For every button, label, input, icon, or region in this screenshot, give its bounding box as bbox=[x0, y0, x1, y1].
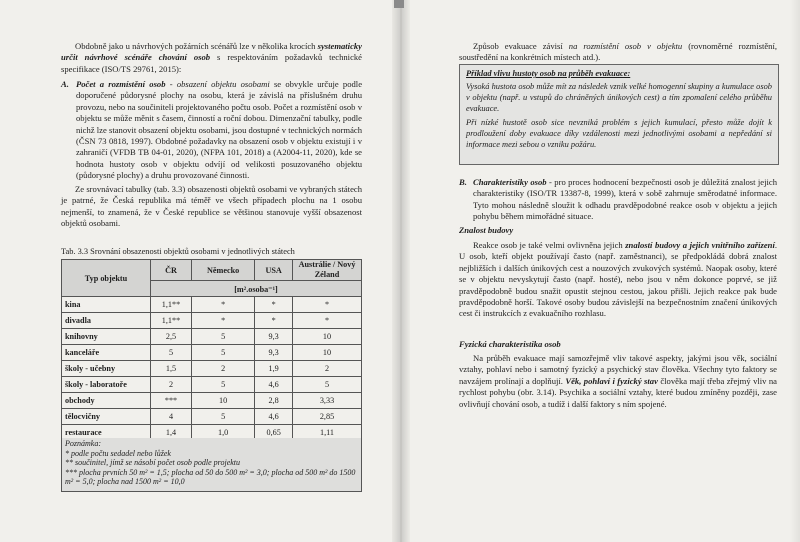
item-a-paragraph bbox=[76, 79, 362, 182]
table-cell: 0,65 bbox=[255, 425, 293, 441]
example-box-title: Příklad vlivu hustoty osob na průběh evakuace: bbox=[466, 69, 631, 78]
table-row-label: tělocvičny bbox=[62, 409, 151, 425]
table-row bbox=[62, 329, 362, 345]
table-row bbox=[62, 361, 362, 377]
table-cell: *** bbox=[151, 393, 192, 409]
table-cell: 5 bbox=[191, 409, 254, 425]
table-row-label: obchody bbox=[62, 393, 151, 409]
intro-text-end: s respektováním požadavků technické specifikace (ISO/TS 29761, 2015): bbox=[61, 52, 362, 74]
table-row bbox=[62, 377, 362, 393]
heading-physical: Fyzická charakteristika osob bbox=[459, 339, 561, 349]
table-cell: 3,33 bbox=[293, 393, 362, 409]
table-cell: 1,0 bbox=[191, 425, 254, 441]
item-b-body: - pro proces hodnocení bezpečnosti osob je důležitá znalost jejich charakteristiky (ISO/TR 13387-8, 1999), která v sobě zahrnuje směrodatné informace. Tyto mohou následně sloužit k odhadu pravděpodobné reakce osob v objektu a jejich pohybu během mimořádné situace. bbox=[473, 177, 777, 222]
table-row bbox=[62, 393, 362, 409]
left-page bbox=[0, 0, 392, 542]
table-cell: 2 bbox=[151, 377, 192, 393]
table-cell: 2,5 bbox=[151, 329, 192, 345]
table-cell: 5 bbox=[191, 345, 254, 361]
table-cell: 10 bbox=[293, 345, 362, 361]
table-row bbox=[62, 297, 362, 313]
table-cell: 2,85 bbox=[293, 409, 362, 425]
heading-building-knowledge: Znalost budovy bbox=[459, 225, 514, 235]
table-row-label: školy - učebny bbox=[62, 361, 151, 377]
table-notes bbox=[61, 438, 362, 492]
intro-text: Obdobně jako u návrhových požárních scénářů lze v několika krocích bbox=[75, 41, 318, 51]
bk-emphasis: znalostí budovy a jejich vnitřního zařízení bbox=[625, 240, 775, 250]
item-a-heading: Počet a rozmístění osob bbox=[76, 79, 166, 89]
table-cell: 9,3 bbox=[255, 329, 293, 345]
table-row bbox=[62, 409, 362, 425]
note-1: * podle počtu sedadel nebo lůžek bbox=[65, 448, 171, 458]
item-a-body: se obvykle určuje podle doporučené půdorysné plochy na osobu, která je závislá na příslušném druhu provozu, nebo na součiniteli projektovaného počtu osob. Počet a rozmístění osob v objektu se může měnit s časem, činností a roční dobou. Dimenzační tabulky, podle nichž lze stanovit obsazení objektu osobami, jsou dostupné v technických normách (ČSN 73 0818, 1997). Obdobné požadavky na obsazení osob v objektu existují i v zahraničí (VFDB TB 04-01, 2020), (NFPA 101, 2018) a (A2004-11, 2020), kde se hodnota hustoty osob v objektu odvíjí od velikosti posuzovaného objektu (půdorysné plochy) a druhu provozované činnosti. bbox=[76, 79, 363, 181]
table-cell: 4 bbox=[151, 409, 192, 425]
building-knowledge-paragraph bbox=[459, 240, 777, 320]
paragraph-2: Ze srovnávací tabulky (tab. 3.3) obsazenosti objektů osobami ve vybraných státech je patrné, že Česká republika má téměř ve všech případech plochu na 1 osobu nejmenší, to znamená, že v České republice se většinou stanovuje vyšší obsazenost objektů osobami. bbox=[61, 184, 362, 229]
table-cell: 2,8 bbox=[255, 393, 293, 409]
table-header-row bbox=[62, 260, 362, 281]
example-box-text-2: Při nízké hustotě osob sice nevzniká problém s jejich kumulací, přesto může dojít k prodloužení doby evakuace díky vzdálenosti mezi jednotlivými osobami a nepředání si informace mezi sebou o vzniku požáru. bbox=[466, 118, 772, 149]
table-cell: 10 bbox=[191, 393, 254, 409]
table-cell: 1,5 bbox=[151, 361, 192, 377]
item-a-dash: - bbox=[165, 79, 177, 89]
table-row-label: kanceláře bbox=[62, 345, 151, 361]
table-cell: 1,9 bbox=[255, 361, 293, 377]
col-header-germany: Německo bbox=[191, 260, 254, 281]
table-cell: * bbox=[255, 297, 293, 313]
intro-paragraph bbox=[61, 41, 362, 75]
note-2: ** součinitel, jímž se násobí počet osob podle projektu bbox=[65, 458, 241, 468]
occupancy-table bbox=[61, 259, 362, 441]
right-p1-emphasis: na rozmístění osob v objektu bbox=[568, 41, 683, 51]
table-cell: 5 bbox=[191, 329, 254, 345]
right-page bbox=[410, 0, 790, 542]
table-cell: 2 bbox=[191, 361, 254, 377]
bookmark-tab bbox=[394, 0, 404, 8]
item-b-paragraph bbox=[473, 177, 777, 223]
table-cell: 5 bbox=[293, 377, 362, 393]
table-row bbox=[62, 345, 362, 361]
table-cell: 4,6 bbox=[255, 409, 293, 425]
col-header-australia: Austrálie / Nový Zéland bbox=[293, 260, 362, 281]
right-p1-text: Způsob evakuace závisí bbox=[473, 41, 569, 51]
table-cell: * bbox=[191, 297, 254, 313]
table-cell: 10 bbox=[293, 329, 362, 345]
table-row bbox=[62, 313, 362, 329]
table-body bbox=[62, 297, 362, 441]
table-row-label: restaurace bbox=[62, 425, 151, 441]
table-cell: * bbox=[191, 313, 254, 329]
table-cell: 5 bbox=[151, 345, 192, 361]
col-header-usa: USA bbox=[255, 260, 293, 281]
page-edge bbox=[790, 0, 800, 542]
table-cell: * bbox=[255, 313, 293, 329]
intro-emphasis: systematicky určit návrhové scénáře chování osob bbox=[61, 41, 362, 63]
phys-text-end: člověka mají třeba zřejmý vliv na rychlost pohybu (obr. 3.14). Psychika a sociální vztahy, které budou zmíněny později, zase ovlivňují chování osob, a tudíž i další faktory s ním spojené. bbox=[459, 375, 777, 409]
table-row-label: kina bbox=[62, 297, 151, 313]
item-b-heading: Charakteristiky osob bbox=[473, 177, 547, 187]
table-cell: 9,3 bbox=[255, 345, 293, 361]
table-cell: * bbox=[293, 313, 362, 329]
example-box bbox=[459, 64, 779, 165]
phys-emphasis: Věk, pohlaví i fyzický stav bbox=[565, 375, 658, 386]
col-header-type: Typ objektu bbox=[62, 260, 151, 297]
table-unit: [m².osoba⁻¹] bbox=[151, 281, 362, 297]
book-gutter bbox=[392, 0, 410, 542]
table-cell: 1,11 bbox=[293, 425, 362, 441]
item-b-label: B. bbox=[459, 177, 467, 187]
bk-text: Reakce osob je také velmi ovlivněna jejich bbox=[473, 240, 626, 250]
table-cell: 1,1** bbox=[151, 313, 192, 329]
right-paragraph-1 bbox=[459, 41, 777, 64]
table-cell: 5 bbox=[191, 377, 254, 393]
note-3: *** plocha prvních 50 m² = 1,5; plocha od 50 do 500 m² = 3,0; plocha od 500 m² do 1500 m² = 5,0; plocha nad 1500 m² = 10,0 bbox=[65, 467, 356, 487]
table-row-label: knihovny bbox=[62, 329, 151, 345]
table-cell: * bbox=[293, 297, 362, 313]
right-p1-end: (rovnoměrné rozmístění, soustředění na konkrétních místech atd.). bbox=[459, 41, 778, 63]
note-title: Poznámka: bbox=[65, 439, 101, 448]
phys-text: Na průběh evakuace mají samozřejmě vliv takové aspekty, jakými jsou věk, sociální vztahy, pohlaví nebo i samotný fyzický a psychický stav člověka. Všechny tyto faktory se navzájem prolínají a doplňují. bbox=[459, 353, 777, 386]
table-row-label: školy - laboratoře bbox=[62, 377, 151, 393]
table-cell: 1,1** bbox=[151, 297, 192, 313]
table-cell: 2 bbox=[293, 361, 362, 377]
table-row-label: divadla bbox=[62, 313, 151, 329]
physical-paragraph bbox=[459, 353, 777, 410]
item-a-label: A. bbox=[61, 79, 69, 89]
table-cell: 1,4 bbox=[151, 425, 192, 441]
example-box-text-1: Vysoká hustota osob může mít za následek vznik velké homogenní skupiny a kumulace osob v objektu (např. u vstupů do chráněných únikových cest) a tím zpomalení celého průběhu evakuace. bbox=[466, 82, 772, 113]
table-caption: Tab. 3.3 Srovnání obsazenosti objektů osobami v jednotlivých státech bbox=[61, 247, 295, 256]
item-a-term: obsazení objektu osobami bbox=[176, 79, 270, 89]
table-cell: 4,6 bbox=[255, 377, 293, 393]
col-header-cr: ČR bbox=[151, 260, 192, 281]
bk-text-end: . U osob, kteří objekt používají často (např. zaměstnanci), se předpokládá dobrá znalost nejbližších i dalších únikových cest a nouzových zvukových systémů. Naopak osoby, které se v objektu nevyskytují často (např. hosté), nebo jsou v něm dokonce poprvé, se již pravděpodobně budou snažit opustit stejnou cestou, jakou přišli. Jejich reakce pak bude pravděpodobně horší. Takové osoby budou závislejší na bezpečnostním značení únikových cest či instrukcích z evakuačního rozhlasu. bbox=[459, 240, 777, 319]
